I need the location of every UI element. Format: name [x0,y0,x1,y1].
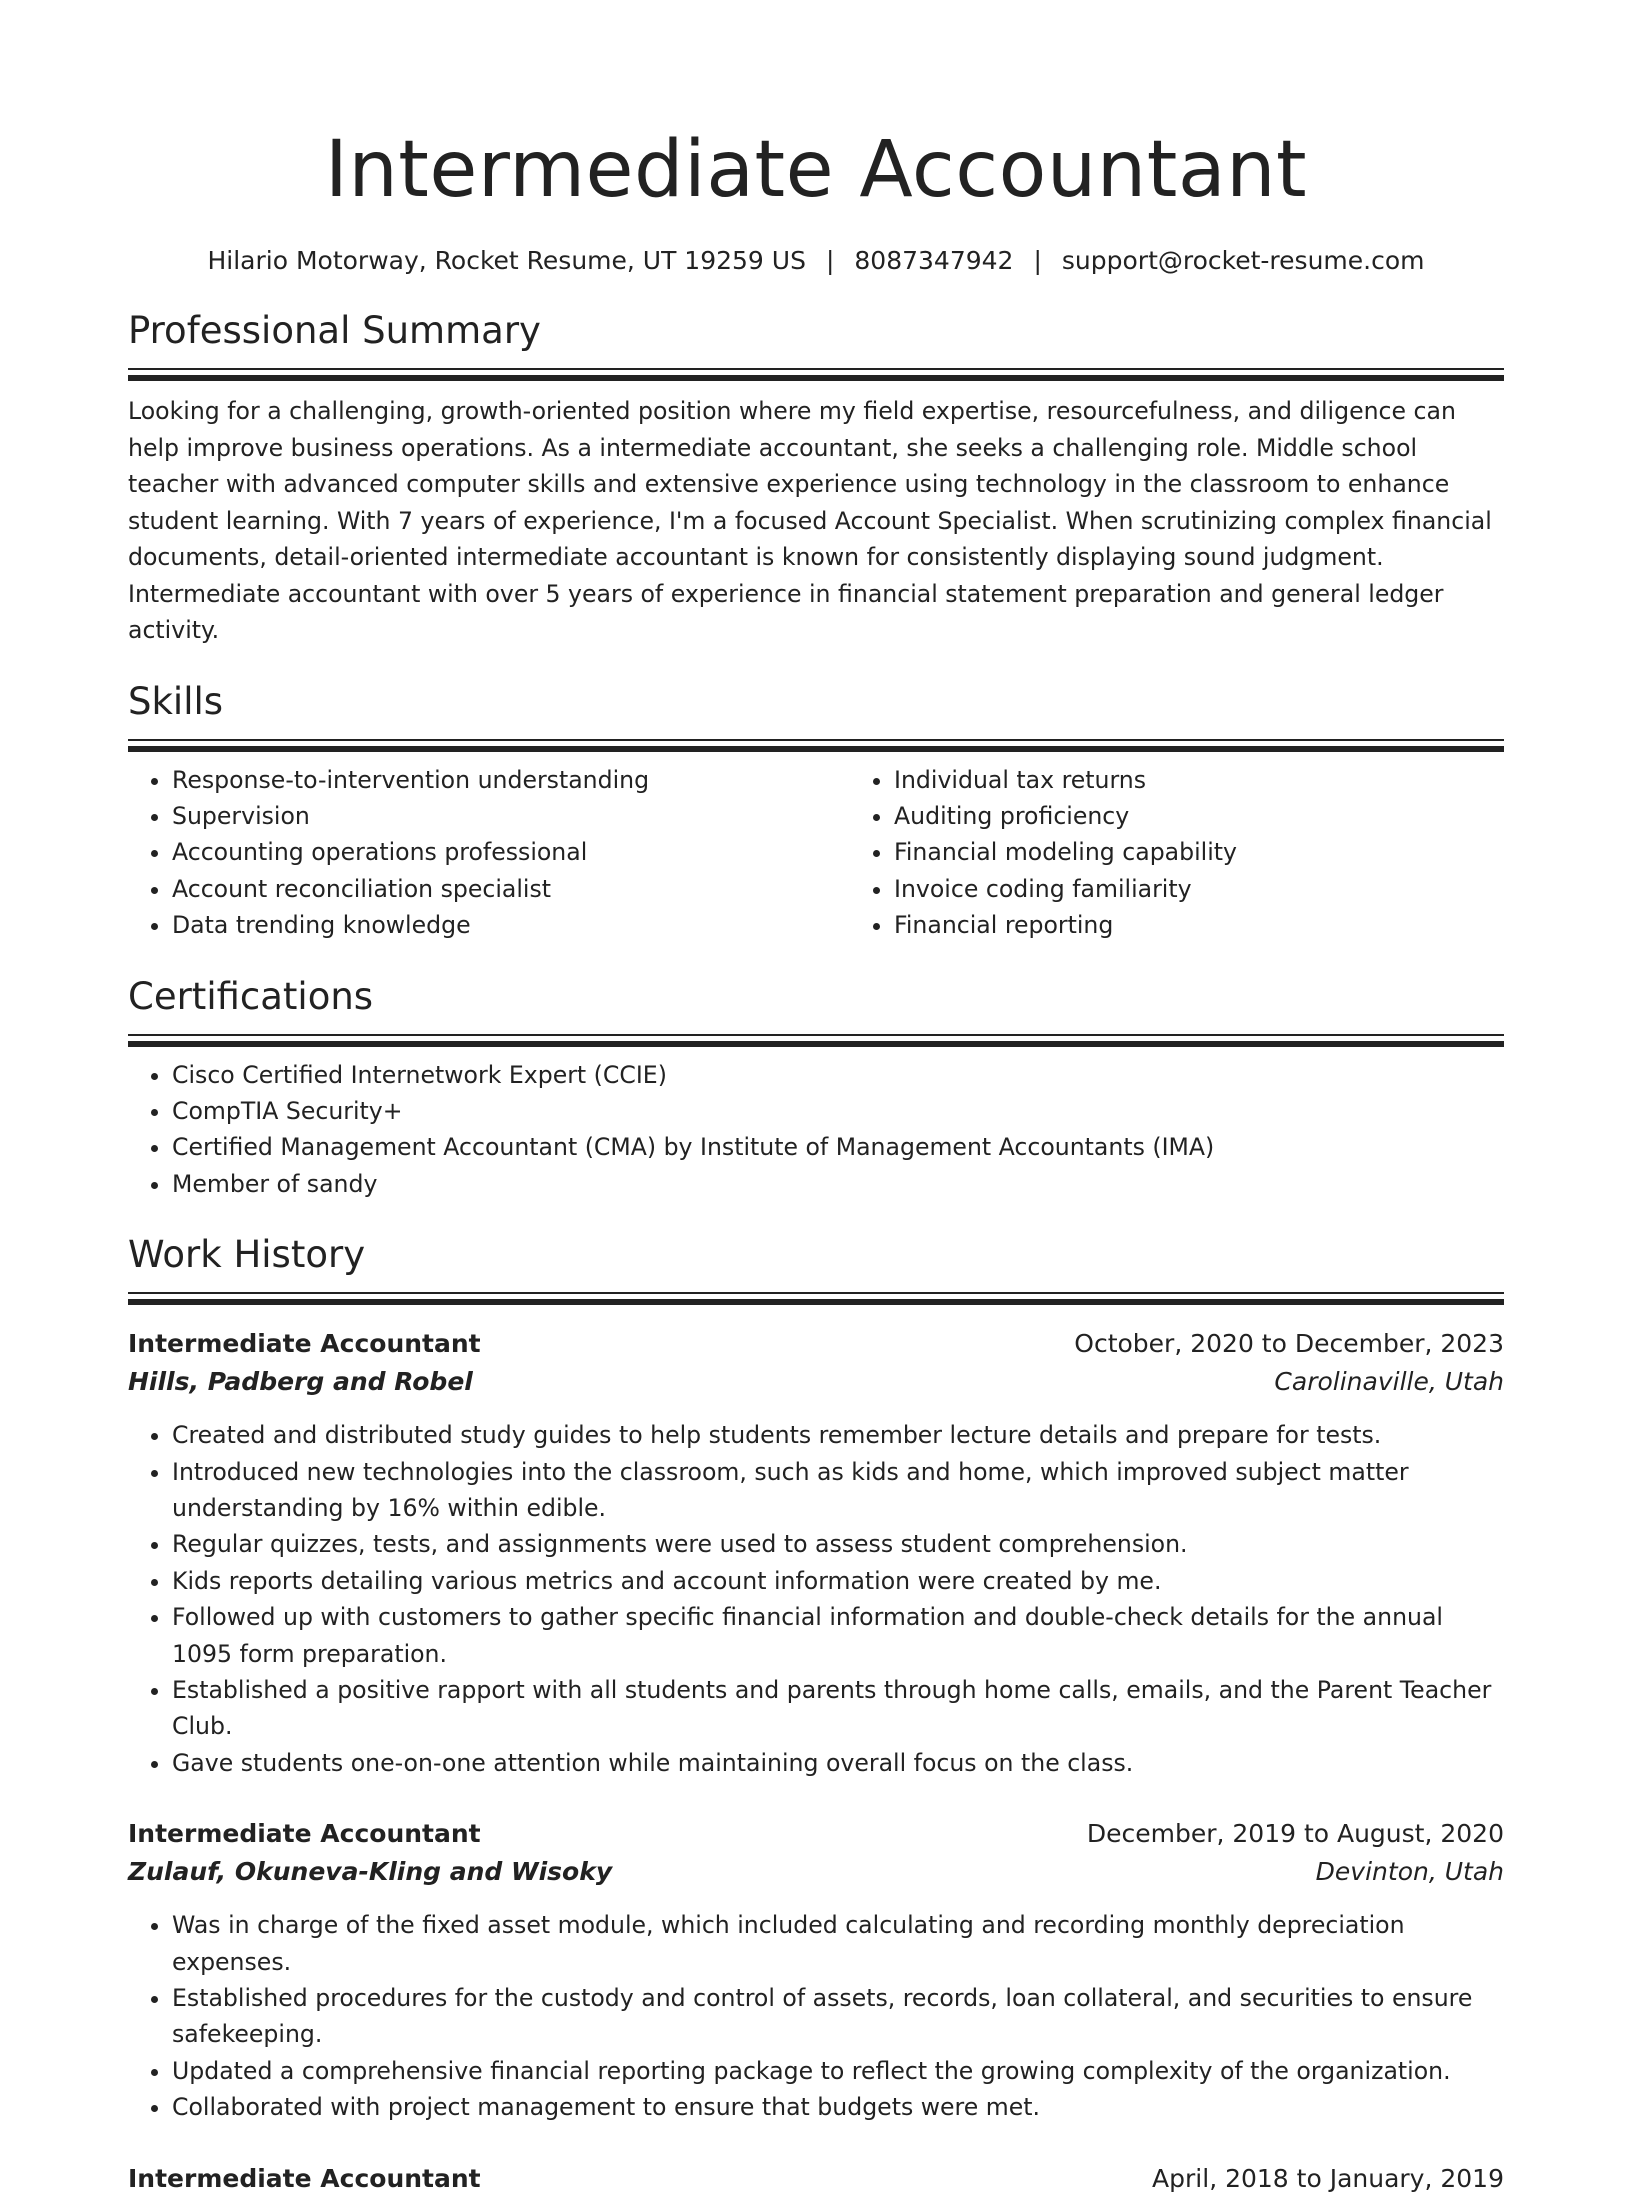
job-title: Intermediate Accountant [128,1819,481,1849]
contact-email: support@rocket-resume.com [1061,246,1425,275]
skill-item: • Accounting operations professional [172,834,850,870]
summary-text: Looking for a challenging, growth-oriented position where my field expertise, resourcefulness, and diligence can help improve business operations. As a intermediate accountant, she seeks a challenging role. Middle school teacher with advanced computer skills and extensive experience using technology in the classroom to enhance student learning. With 7 years of experience, I'm a focused Account Specialist. When scrutinizing complex financial documents, detail-oriented intermediate accountant is known for consistently displaying sound judgment. Intermediate accountant with over 5 years of experience in financial statement preparation and general ledger activity. [128,397,1492,644]
certifications-heading: Certifications [128,974,374,1018]
contact-phone: 8087347942 [854,246,1014,275]
skill-item: • Financial reporting [894,907,1572,943]
certifications-list [128,1057,1504,1203]
job-company: Zulauf, Okuneva-Kling and Wisoky [128,1857,613,1887]
job-header-row [128,2160,1504,2198]
contact-line [128,244,1504,278]
job-bullet: • Created and distributed study guides to help students remember lecture details and prepare for tests. [172,1417,1504,1453]
skills-section [128,677,1504,752]
contact-address: Hilario Motorway, Rocket Resume, UT 19259 US [207,246,806,275]
job-location: Devinton, Utah [1315,1857,1504,1887]
skills-list-left [128,762,850,944]
job-bullet: • Collaborated with project management to ensure that budgets were met. [172,2089,1504,2125]
job-title: Intermediate Accountant [128,2163,481,2193]
summary-section [128,306,1504,381]
skill-item: • Account reconciliation specialist [172,871,850,907]
job-dates: October, 2020 to December, 2023 [1074,1329,1504,1359]
section-divider-thin [128,1292,1504,1294]
job-bullet: • Established procedures for the custody and control of assets, records, loan collateral, and securities to ensure safekeeping. [172,1980,1504,2053]
skill-item: • Data trending knowledge [172,907,850,943]
skill-item: • Individual tax returns [894,762,1572,798]
skill-item: • Auditing proficiency [894,798,1572,834]
job-bullet: • Gave students one-on-one attention while maintaining overall focus on the class. [172,1745,1504,1781]
job-bullet: • Kids reports detailing various metrics and account information were created by me. [172,1563,1504,1599]
skill-item: • Financial modeling capability [894,834,1572,870]
section-divider-thick [128,1299,1504,1305]
resume-title: Intermediate Accountant [324,125,1308,215]
skill-item: • Response-to-intervention understanding [172,762,850,798]
job-company: Hills, Padberg and Robel [128,1367,473,1397]
resume-page [128,118,1504,2198]
job-header-row [128,1325,1504,1363]
work-history-section [128,1230,1504,1305]
contact-separator: | [1033,246,1042,275]
job-bullet: • Followed up with customers to gather specific financial information and double-check details for the annual 1095 form preparation. [172,1599,1504,1672]
job-bullet: • Regular quizzes, tests, and assignments were used to assess student comprehension. [172,1526,1504,1562]
job-dates: April, 2018 to January, 2019 [1152,2163,1504,2193]
section-divider-thick [128,375,1504,381]
section-divider-thin [128,368,1504,370]
job-location: Carolinaville, Utah [1274,1367,1504,1397]
job-bullet: • Updated a comprehensive financial reporting package to reflect the growing complexity of the organization. [172,2053,1504,2089]
summary-heading: Professional Summary [128,309,541,352]
job-entry [128,1325,1504,1781]
certification-item: • Certified Management Accountant (CMA) by Institute of Management Accountants (IMA) [172,1129,1504,1165]
job-bullet: • Was in charge of the fixed asset module, which included calculating and recording monthly depreciation expenses. [172,1907,1504,1980]
job-bullet: • Established a positive rapport with all students and parents through home calls, emails, and the Parent Teacher Club. [172,1672,1504,1745]
job-subheader-row [128,1853,1504,1891]
job-bullets [128,1417,1504,1781]
job-dates: December, 2019 to August, 2020 [1086,1819,1504,1849]
certifications-section [128,972,1504,1047]
section-divider-thick [128,1041,1504,1047]
skill-item: • Invoice coding familiarity [894,871,1572,907]
skills-heading: Skills [128,679,224,723]
job-entry [128,2160,1504,2198]
job-bullets [128,1907,1504,2125]
certification-item: • Cisco Certified Internetwork Expert (CCIE) [172,1057,1504,1093]
skill-item: • Supervision [172,798,850,834]
job-title: Intermediate Accountant [128,1329,481,1359]
job-header-row [128,1815,1504,1853]
contact-separator: | [825,246,835,275]
section-divider-thin [128,739,1504,741]
skills-list-right [850,762,1572,944]
job-entry [128,1815,1504,2125]
section-divider-thin [128,1034,1504,1036]
job-subheader-row [128,1363,1504,1401]
job-bullet: • Introduced new technologies into the classroom, such as kids and home, which improved subject matter understanding by 16% within edible. [172,1454,1504,1527]
work-history-heading: Work History [128,1233,366,1277]
certification-item: • Member of sandy [172,1166,1504,1202]
certification-item: • CompTIA Security+ [172,1093,1504,1129]
skills-grid [128,762,1504,944]
section-divider-thick [128,746,1504,752]
